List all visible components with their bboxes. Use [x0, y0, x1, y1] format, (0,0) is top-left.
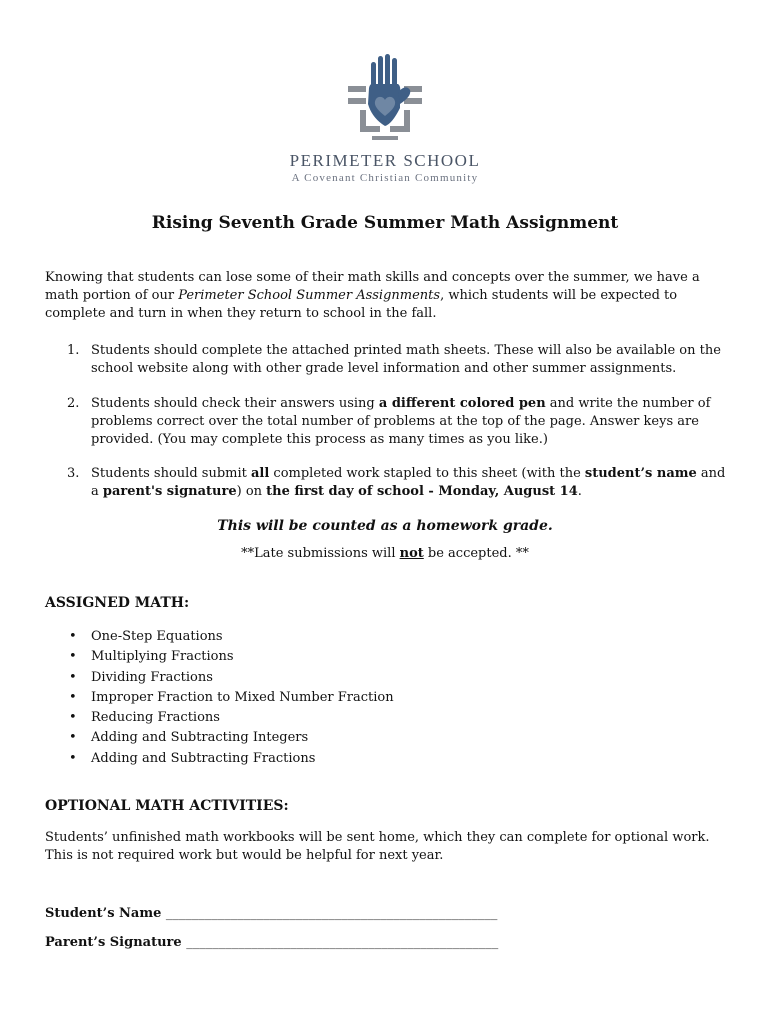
step-number: 2. [67, 396, 80, 411]
step-text: Students should complete the attached printed math sheets. These will also be available on the school website along with other grade level information and other summer assignments. [91, 343, 721, 376]
student-name-label: Student’s Name [45, 906, 162, 921]
step-text-part: and a [91, 466, 726, 499]
intro-paragraph [45, 269, 735, 323]
optional-heading: OPTIONAL MATH ACTIVITIES: [45, 798, 289, 814]
bullet: • [69, 689, 77, 705]
list-item-text: One-Step Equations [91, 629, 223, 644]
assigned-list [45, 627, 545, 769]
student-name-line[interactable]: ___________________________________________________ [165, 906, 498, 921]
school-logo [340, 52, 430, 142]
homework-note: This will be counted as a homework grade. [217, 518, 553, 534]
parent-signature-field[interactable] [45, 935, 498, 950]
bullet: • [69, 629, 77, 644]
list-item-text: Improper Fraction to Mixed Number Fraction [91, 689, 394, 705]
intro-text-2: , which students will be expected to complete and turn in when they return to school in the fall. [45, 288, 678, 321]
step-emphasis: all [250, 466, 270, 481]
hand-heart-icon [368, 54, 410, 126]
step-text-part: . [577, 484, 582, 499]
optional-paragraph: Students’ unfinished math workbooks will be sent home, which they can complete for optional work. This is not required work but would be helpful for next year. [45, 830, 710, 863]
step-text-part: Students should submit [91, 466, 251, 481]
list-item [45, 708, 545, 728]
step-text-part: completed work stapled to this sheet (with the [269, 466, 585, 481]
late-text: **Late submissions will [241, 546, 400, 561]
page-title: Rising Seventh Grade Summer Math Assignment [151, 213, 619, 233]
list-item-text: Dividing Fractions [91, 669, 213, 685]
step-text [91, 395, 731, 449]
bullet: • [69, 750, 77, 766]
step-text-part: and write the number of problems correct over the total number of problems at the top of the page. Answer keys are provided. (You may complete this process as many times as you like.) [91, 396, 711, 447]
student-name-field[interactable] [45, 906, 497, 921]
step-text-part: ) on [236, 484, 267, 499]
step-emphasis: the first day of school - Monday, August 14 [266, 484, 578, 499]
parent-signature-line[interactable]: ________________________________________________ [186, 935, 499, 950]
step-number: 3. [67, 466, 80, 481]
assigned-heading: ASSIGNED MATH: [45, 595, 190, 611]
list-item [45, 749, 545, 769]
late-emphasis: not [399, 546, 424, 561]
list-item [45, 647, 545, 667]
late-note [0, 546, 770, 561]
list-item-text: Adding and Subtracting Integers [91, 730, 309, 746]
intro-text-1: Knowing that students can lose some of their math skills and concepts over the summer, we have a math portion of our [45, 270, 700, 303]
list-item-text: Adding and Subtracting Fractions [91, 750, 316, 766]
late-text: be accepted. ** [423, 546, 529, 561]
list-item-text: Multiplying Fractions [91, 649, 234, 665]
bullet: • [69, 710, 77, 726]
list-item [45, 668, 545, 688]
step-emphasis: parent's signature [102, 484, 237, 499]
list-item [45, 688, 545, 708]
step-text [91, 465, 731, 501]
bullet: • [69, 669, 77, 685]
step-emphasis: student’s name [584, 466, 697, 481]
list-item-text: Reducing Fractions [91, 710, 220, 726]
step-emphasis: a different colored pen [378, 396, 546, 411]
school-name: PERIMETER SCHOOL [289, 151, 481, 170]
list-item [45, 627, 545, 647]
step-number: 1. [67, 343, 80, 358]
bullet: • [69, 649, 77, 665]
bullet: • [69, 730, 77, 746]
parent-signature-label: Parent’s Signature [45, 935, 182, 950]
list-item [45, 728, 545, 748]
intro-italic: Perimeter School Summer Assignments [178, 288, 441, 303]
school-tagline: A Covenant Christian Community [291, 172, 479, 184]
step-text-part: Students should check their answers using [91, 396, 379, 411]
